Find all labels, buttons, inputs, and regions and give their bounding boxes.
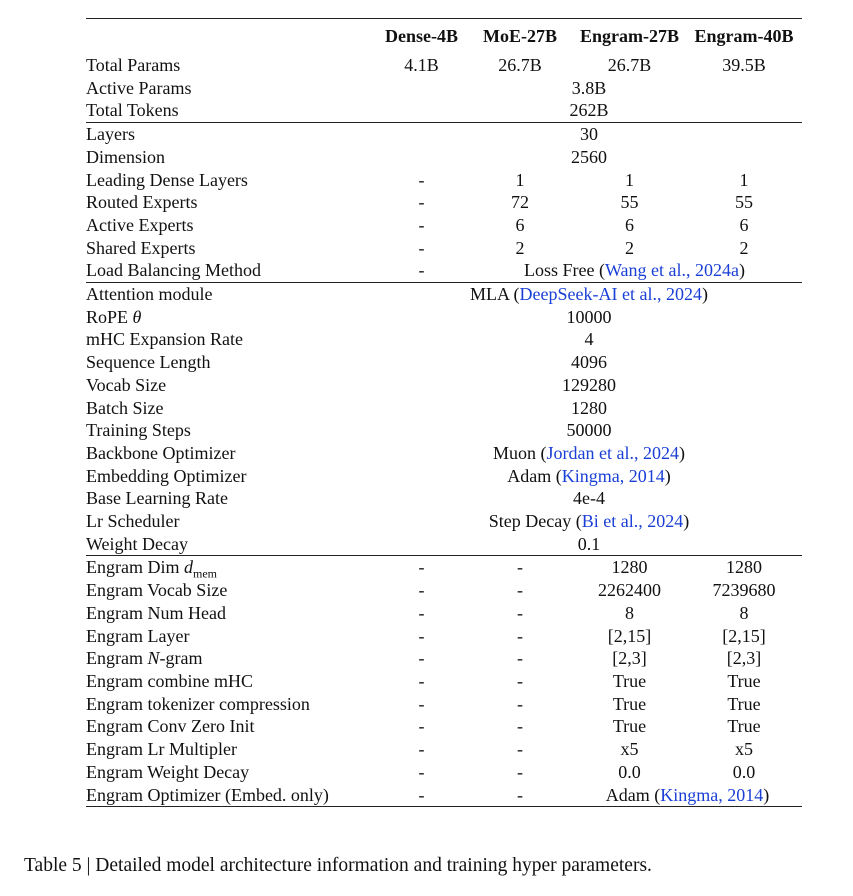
- value-cell: -: [418, 192, 425, 213]
- row-label: [86, 374, 376, 397]
- column-header: Dense-4B: [376, 19, 467, 52]
- shared-value-cell: 10000: [566, 306, 612, 327]
- value-cell: -: [418, 169, 425, 190]
- row-label-suffix: -gram: [159, 648, 203, 669]
- cell-text: Muon (: [493, 442, 547, 463]
- shared-value-cell: 1280: [571, 397, 607, 418]
- value-cell: True: [727, 693, 761, 714]
- table-row: [86, 442, 802, 465]
- shared-value-cell: 50000: [566, 420, 612, 441]
- row-label: [86, 169, 376, 192]
- cell-text: ): [683, 511, 690, 532]
- value-cell: 1: [625, 169, 634, 190]
- row-label-text: Vocab Size: [86, 374, 167, 395]
- row-label: [86, 214, 376, 237]
- value-cell: True: [612, 670, 647, 691]
- value-cell: -: [418, 716, 425, 737]
- row-label-text: Batch Size: [86, 397, 164, 418]
- value-cell: True: [612, 716, 647, 737]
- citation-link[interactable]: Wang et al., 2024a: [604, 260, 739, 281]
- column-header: Engram-27B: [573, 19, 686, 52]
- row-label-text: Weight Decay: [86, 533, 189, 554]
- shared-value-cell: 4: [584, 329, 594, 350]
- cell-text: ): [678, 442, 685, 463]
- value-cell: -: [418, 693, 425, 714]
- row-label-text: Embedding Optimizer: [86, 465, 247, 486]
- value-cell: 55: [735, 192, 753, 213]
- value-cell: 2: [625, 237, 634, 258]
- value-cell: True: [727, 670, 761, 691]
- value-cell: 6: [739, 214, 749, 235]
- row-label: [86, 510, 376, 533]
- shared-value-cell: 4e-4: [573, 488, 605, 509]
- value-cell: 2262400: [598, 580, 661, 601]
- row-label: [86, 77, 376, 100]
- row-label-text: Engram Lr Multipler: [86, 739, 237, 760]
- shared-value-cell: 2560: [571, 146, 607, 167]
- table-row: [86, 784, 802, 807]
- value-cell: -: [418, 670, 425, 691]
- table-row: [86, 487, 802, 510]
- cell-text: ): [763, 784, 770, 805]
- value-cell: [2,15]: [722, 625, 766, 646]
- shared-value-cell: [376, 442, 802, 465]
- shared-value-cell: [573, 784, 802, 807]
- table-caption: Table 5 | Detailed model architecture information and training hyper parameters.: [24, 855, 652, 876]
- value-cell: -: [517, 693, 523, 714]
- row-label: [86, 761, 376, 784]
- table-row: [86, 533, 802, 556]
- value-cell: 1280: [686, 556, 802, 579]
- row-label-text: RoPE: [86, 306, 129, 327]
- table-row: [86, 191, 802, 214]
- value-cell: 1: [739, 169, 749, 190]
- value-cell: -: [517, 670, 523, 691]
- value-cell: [2,15]: [607, 625, 652, 646]
- value-cell: x5: [735, 739, 753, 760]
- table-row: [86, 123, 802, 146]
- header-blank: [86, 19, 376, 52]
- row-label: [86, 465, 376, 488]
- column-header: Engram-40B: [686, 19, 802, 52]
- value-cell: -: [418, 625, 425, 646]
- value-cell: [2,3]: [612, 648, 647, 669]
- table-row: [86, 670, 802, 693]
- math-subscript: mem: [192, 567, 217, 582]
- cell-text: Step Decay (: [488, 511, 582, 532]
- table-row: [86, 77, 802, 100]
- value-cell: 8: [739, 602, 749, 623]
- cell-text: Adam (: [507, 465, 562, 486]
- value-cell: 55: [620, 192, 639, 213]
- row-label: [86, 579, 376, 602]
- value-cell: True: [612, 693, 647, 714]
- row-label-text: Engram Num Head: [86, 602, 226, 623]
- value-cell: -: [418, 602, 425, 623]
- row-label-text: Engram combine mHC: [86, 670, 253, 691]
- row-label-text: Engram Layer: [86, 625, 190, 646]
- value-cell: [2,3]: [726, 648, 762, 669]
- table-row: [86, 510, 802, 533]
- cell-text: Adam (: [605, 784, 661, 805]
- row-label: [86, 487, 376, 510]
- row-label-text: Lr Scheduler: [86, 511, 180, 532]
- row-label-text: Dimension: [86, 146, 165, 167]
- shared-value-cell: 129280: [562, 374, 616, 395]
- row-label: [86, 123, 376, 146]
- table-row: [86, 715, 802, 738]
- value-cell: 1280: [573, 556, 686, 579]
- row-label-text: Engram Conv Zero Init: [86, 716, 255, 737]
- row-label: [86, 738, 376, 761]
- shared-value-cell: 3.8B: [571, 77, 607, 98]
- value-cell: x5: [620, 739, 639, 760]
- table-body: [86, 51, 802, 807]
- table-row: [86, 693, 802, 716]
- row-label-text: Backbone Optimizer: [86, 442, 236, 463]
- row-label: [86, 259, 376, 282]
- shared-value-cell: 0.1: [577, 533, 601, 554]
- row-label-text: Active Params: [86, 77, 192, 98]
- value-cell: 6: [625, 214, 634, 235]
- table-row: [86, 214, 802, 237]
- table-row: [86, 579, 802, 602]
- row-label: [86, 647, 376, 670]
- value-cell: -: [517, 648, 523, 669]
- row-label-text: Engram Vocab Size: [86, 580, 228, 601]
- value-cell: -: [418, 648, 425, 669]
- table-row: [86, 259, 802, 282]
- table-row: [86, 328, 802, 351]
- row-label-text: Engram Dim: [86, 557, 180, 578]
- value-cell: 26.7B: [607, 55, 652, 75]
- row-label-text: mHC Expansion Rate: [86, 329, 243, 350]
- row-label: [86, 191, 376, 214]
- value-cell: -: [467, 784, 573, 807]
- row-label: [86, 693, 376, 716]
- row-label-text: Sequence Length: [86, 352, 211, 373]
- value-cell: -: [517, 602, 523, 623]
- row-label: [86, 146, 376, 169]
- row-label-text: Total Tokens: [86, 100, 179, 121]
- column-header: MoE-27B: [467, 19, 573, 52]
- value-cell: -: [517, 716, 523, 737]
- table-row: [86, 283, 802, 306]
- value-cell: 7239680: [712, 580, 776, 601]
- table-header-row: [86, 19, 802, 52]
- row-label-text: Engram Weight Decay: [86, 761, 250, 782]
- value-cell: -: [517, 625, 523, 646]
- math-symbol: d: [183, 557, 193, 578]
- row-label-text: Engram tokenizer compression: [86, 693, 310, 714]
- value-cell: -: [418, 260, 425, 281]
- row-label: [86, 306, 376, 329]
- table-row: [86, 738, 802, 761]
- row-label: [86, 784, 376, 807]
- value-cell: -: [517, 739, 523, 760]
- citation-link[interactable]: Kingma, 2014: [660, 784, 764, 805]
- value-cell: -: [418, 580, 425, 601]
- value-cell: 6: [515, 214, 525, 235]
- shared-value-cell: [376, 283, 802, 306]
- citation-link[interactable]: Kingma, 2014: [561, 465, 665, 486]
- row-label: [86, 283, 376, 306]
- value-cell: True: [727, 716, 761, 737]
- shared-value-cell: [376, 465, 802, 488]
- table-row: [86, 146, 802, 169]
- row-label-text: Layers: [86, 124, 135, 145]
- row-label-text: Leading Dense Layers: [86, 169, 248, 190]
- value-cell: 0.0: [618, 761, 641, 782]
- row-label-text: Routed Experts: [86, 192, 198, 213]
- cell-text: ): [701, 284, 708, 305]
- table-row: [86, 465, 802, 488]
- table-row: [86, 419, 802, 442]
- row-label: [86, 328, 376, 351]
- table-row: [86, 51, 802, 77]
- row-label: [86, 99, 376, 122]
- row-label: [86, 442, 376, 465]
- row-label-text: Base Learning Rate: [86, 488, 228, 509]
- value-cell: 2: [739, 237, 749, 258]
- table-row: [86, 99, 802, 122]
- cell-text: Loss Free (: [524, 260, 605, 281]
- value-cell: -: [517, 761, 523, 782]
- value-cell: 1: [515, 169, 525, 190]
- value-cell: 2: [515, 237, 525, 258]
- value-cell: -: [418, 739, 425, 760]
- value-cell: -: [467, 556, 573, 579]
- value-cell: -: [418, 214, 425, 235]
- cell-text: MLA (: [470, 284, 520, 305]
- row-label-text: Engram Optimizer (Embed. only): [86, 784, 329, 805]
- citation-link[interactable]: DeepSeek-AI et al., 2024: [519, 284, 702, 305]
- value-cell: -: [418, 237, 425, 258]
- table-row: [86, 351, 802, 374]
- row-label: [86, 602, 376, 625]
- row-label: [86, 533, 376, 556]
- row-label: [86, 556, 376, 582]
- row-label: [86, 51, 376, 77]
- architecture-table: [86, 18, 802, 807]
- cell-text: ): [664, 465, 671, 486]
- value-cell: -: [376, 556, 467, 579]
- row-label-text: Training Steps: [86, 420, 191, 441]
- shared-value-cell: 4096: [571, 352, 607, 373]
- shared-value-cell: 262B: [569, 100, 609, 121]
- row-label: [86, 625, 376, 648]
- value-cell: 4.1B: [404, 55, 439, 75]
- table-row: [86, 647, 802, 670]
- table-row: [86, 374, 802, 397]
- value-cell: 72: [511, 192, 529, 213]
- value-cell: 0.0: [732, 761, 756, 782]
- row-label-text: Active Experts: [86, 214, 194, 235]
- row-label-text: Load Balancing Method: [86, 260, 261, 281]
- table-row: [86, 397, 802, 420]
- row-label-text: Shared Experts: [86, 237, 196, 258]
- math-symbol: N: [147, 648, 160, 669]
- row-label: [86, 715, 376, 738]
- row-label-text: Attention module: [86, 284, 213, 305]
- row-label: [86, 351, 376, 374]
- value-cell: -: [376, 784, 467, 807]
- row-label: [86, 670, 376, 693]
- value-cell: -: [517, 580, 523, 601]
- shared-value-cell: [467, 259, 802, 282]
- row-label-text: Engram: [86, 648, 143, 669]
- table-row: [86, 602, 802, 625]
- value-cell: 8: [625, 602, 634, 623]
- row-label-text: Total Params: [86, 55, 181, 75]
- value-cell: 39.5B: [722, 55, 766, 75]
- row-label: [86, 419, 376, 442]
- citation-link[interactable]: Jordan et al., 2024: [546, 442, 679, 463]
- table-row: [86, 306, 802, 329]
- cell-text: ): [739, 260, 745, 281]
- table-row: [86, 761, 802, 784]
- shared-value-cell: 30: [376, 123, 802, 146]
- row-label: [86, 397, 376, 420]
- value-cell: -: [418, 761, 425, 782]
- table-row: [86, 556, 802, 579]
- table-row: [86, 237, 802, 260]
- shared-value-cell: [376, 510, 802, 533]
- row-label: [86, 237, 376, 260]
- math-symbol: θ: [132, 306, 142, 327]
- table-row: [86, 169, 802, 192]
- citation-link[interactable]: Bi et al., 2024: [581, 511, 684, 532]
- value-cell: 26.7B: [498, 55, 542, 75]
- table-row: [86, 625, 802, 648]
